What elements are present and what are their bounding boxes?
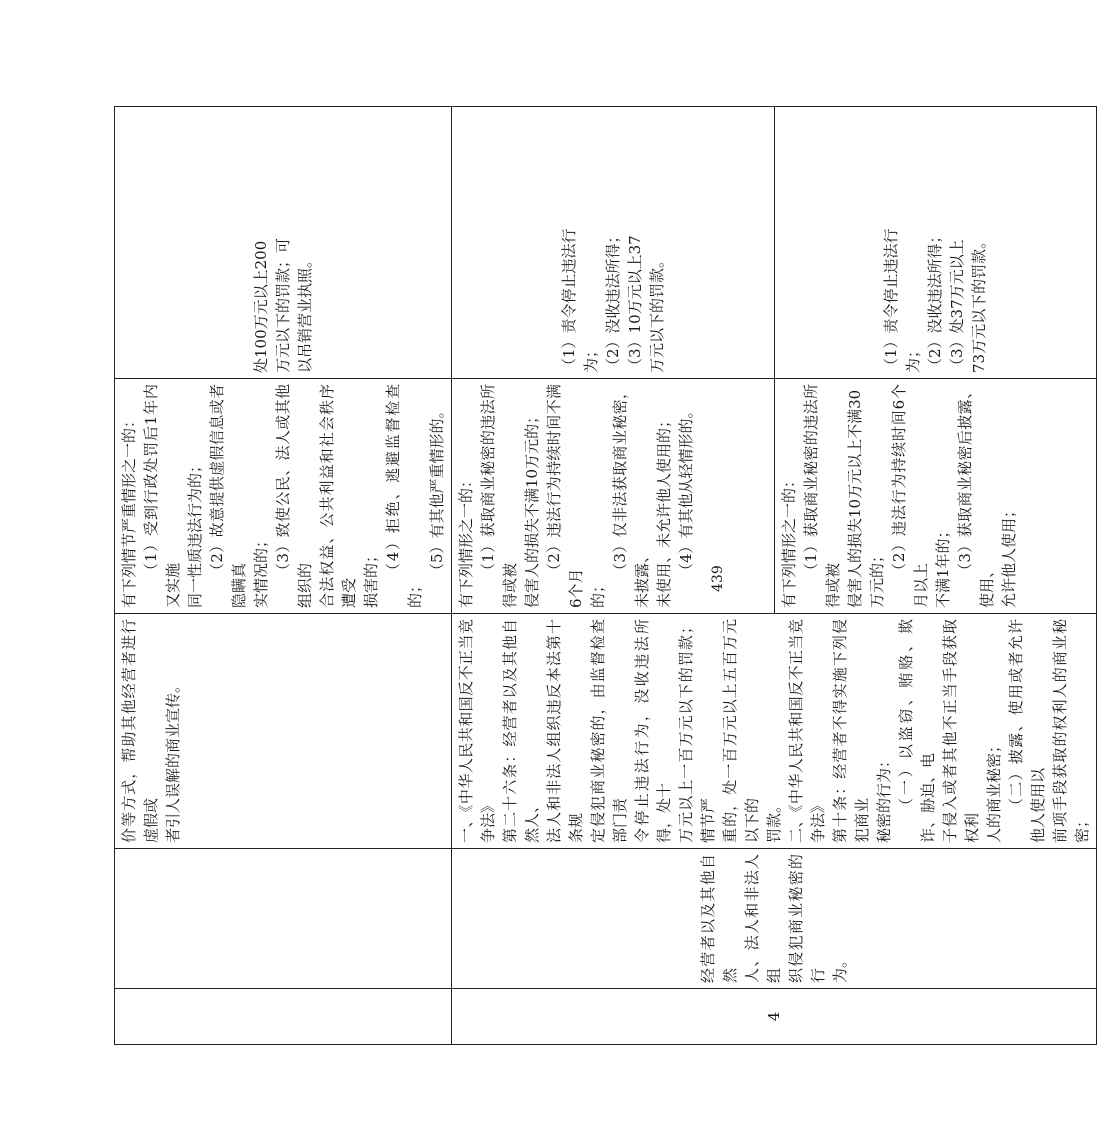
basis-line: 人的商业秘密； (985, 737, 1003, 843)
item-line: 为。 (831, 952, 849, 983)
penalty-line: （1）责令停止违法行 (559, 228, 578, 373)
penalty-line: （2）没收违法所得； (603, 228, 622, 373)
basis-line: 者引人误解的商业宣传。 (164, 677, 182, 843)
circumstance-line: 损害的； (362, 547, 380, 608)
item-cell (115, 849, 452, 989)
circumstance-line: 同一性质违法行为的； (186, 457, 204, 608)
basis-line: 前项手段获取的权利人的商业秘密； (1051, 619, 1091, 843)
basis-line: 罚款。 (765, 797, 783, 843)
penalty-line: （1）责令停止违法行 (882, 228, 901, 373)
circumstance-line: （3）仅非法获取商业秘密，未披露、 (611, 384, 651, 608)
basis-line: 令停止违法行为，没收违法所得，处十 (633, 619, 673, 843)
penalty-cell (452, 107, 775, 379)
penalty-line: 万元以下的罚款。 (647, 252, 666, 373)
table-row (115, 107, 452, 1045)
penalty-line: 处100万元以上200 (252, 240, 270, 373)
basis-line: （二）披露、使用或者允许他人使用以 (1007, 619, 1047, 843)
circumstance-line: 不满1年的； (933, 523, 952, 608)
circumstance-line: 有下列情形之一的： (779, 472, 798, 608)
basis-line: 价等方式，帮助其他经营者进行虚假或 (120, 619, 160, 843)
circumstance-line: （3）致使公民、法人或其他组织的 (274, 384, 314, 608)
circumstance-line: （4）有其他从轻情形的。 (677, 403, 695, 578)
basis-line: 第二十六条：经营者以及其他自然人、 (501, 619, 541, 843)
item-cell (452, 849, 1097, 989)
circumstance-cell (774, 379, 1097, 614)
circumstance-line: （1）获取商业秘密的违法所得或被 (479, 384, 519, 608)
legal-basis-cell (452, 614, 1097, 849)
circumstance-line: 的； (589, 577, 607, 608)
circumstance-line: 侵害人的损失不满10万元的； (523, 408, 541, 608)
penalty-line: （3）10万元以上37 (625, 235, 644, 373)
circumstance-line: 万元的； (867, 547, 886, 608)
basis-line: 法人和非法人组织违反本法第十条规 (545, 619, 585, 843)
basis-line: 一、《中华人民共和国反不正当竞争法》 (457, 619, 497, 843)
circumstance-line: 侵害人的损失10万元以上不满30 (845, 389, 864, 608)
penalty-cell (774, 107, 1097, 379)
penalty-standards-table (114, 106, 1097, 1045)
circumstance-line: 有下列情节严重情形之一的： (120, 412, 138, 608)
basis-line: 二、《中华人民共和国反不正当竞争法》 (787, 619, 827, 843)
circumstance-line: （2）违法行为持续时间6个月以上 (889, 384, 930, 608)
circumstance-line: （1）受到行政处罚后1年内又实施 (142, 384, 182, 608)
circumstance-line: （1）获取商业秘密的违法所得或被 (801, 384, 842, 608)
penalty-line: 以吊销营业执照。 (296, 252, 314, 373)
legal-basis-cell (115, 614, 452, 849)
basis-line: 定侵犯商业秘密的，由监督检查部门责 (589, 619, 629, 843)
penalty-line: 为； (904, 342, 923, 373)
circumstance-line: 有下列情形之一的： (457, 472, 475, 608)
penalty-line: 万元以下的罚款；可 (274, 237, 292, 373)
penalty-line: （3）处37万元以上 (948, 239, 967, 373)
circumstance-cell (115, 379, 452, 614)
circumstance-line: （4）拒绝、逃避监督检查的； (384, 384, 424, 608)
item-line: 人、法人和非法人组 (743, 854, 783, 983)
basis-line: 子侵入或者其他不正当手段获取权利 (941, 619, 981, 843)
penalty-line: 73万元以下的罚款。 (970, 233, 989, 373)
circumstance-line: （3）获取商业秘密后披露、使用、 (955, 384, 996, 608)
basis-line: （一）以盗窃、贿赂、欺诈、胁迫、电 (897, 619, 937, 843)
row-index-cell (115, 989, 452, 1045)
circumstance-line: 允许他人使用； (999, 502, 1018, 608)
penalty-cell (115, 107, 452, 379)
item-line: 经营者以及其他自然 (699, 854, 739, 983)
circumstance-line: 实情况的； (252, 532, 270, 608)
basis-line: 第十条：经营者不得实施下列侵犯商业 (831, 619, 871, 843)
page-number: 439 (710, 565, 726, 592)
penalty-line: （2）没收违法所得； (926, 228, 945, 373)
basis-line: 万元以上一百万元以下的罚款；情节严 (677, 619, 717, 843)
circumstance-line: （5）有其他严重情形的。 (428, 403, 446, 578)
item-line: 织侵犯商业秘密的行 (787, 854, 827, 983)
row-index-cell: 4 (452, 989, 1097, 1045)
circumstance-line: （2）故意提供虚假信息或者隐瞒真 (208, 384, 248, 608)
circumstance-line: 合法权益、公共利益和社会秩序遭受 (318, 384, 358, 608)
basis-line: 重的，处一百万元以上五百万元以下的 (721, 619, 761, 843)
circumstance-line: （2）违法行为持续时间不满6个月 (545, 384, 585, 608)
basis-line: 秘密的行为： (875, 752, 893, 843)
penalty-line: 为； (581, 342, 600, 373)
circumstance-line: 未使用、未允许他人使用的； (655, 412, 673, 608)
